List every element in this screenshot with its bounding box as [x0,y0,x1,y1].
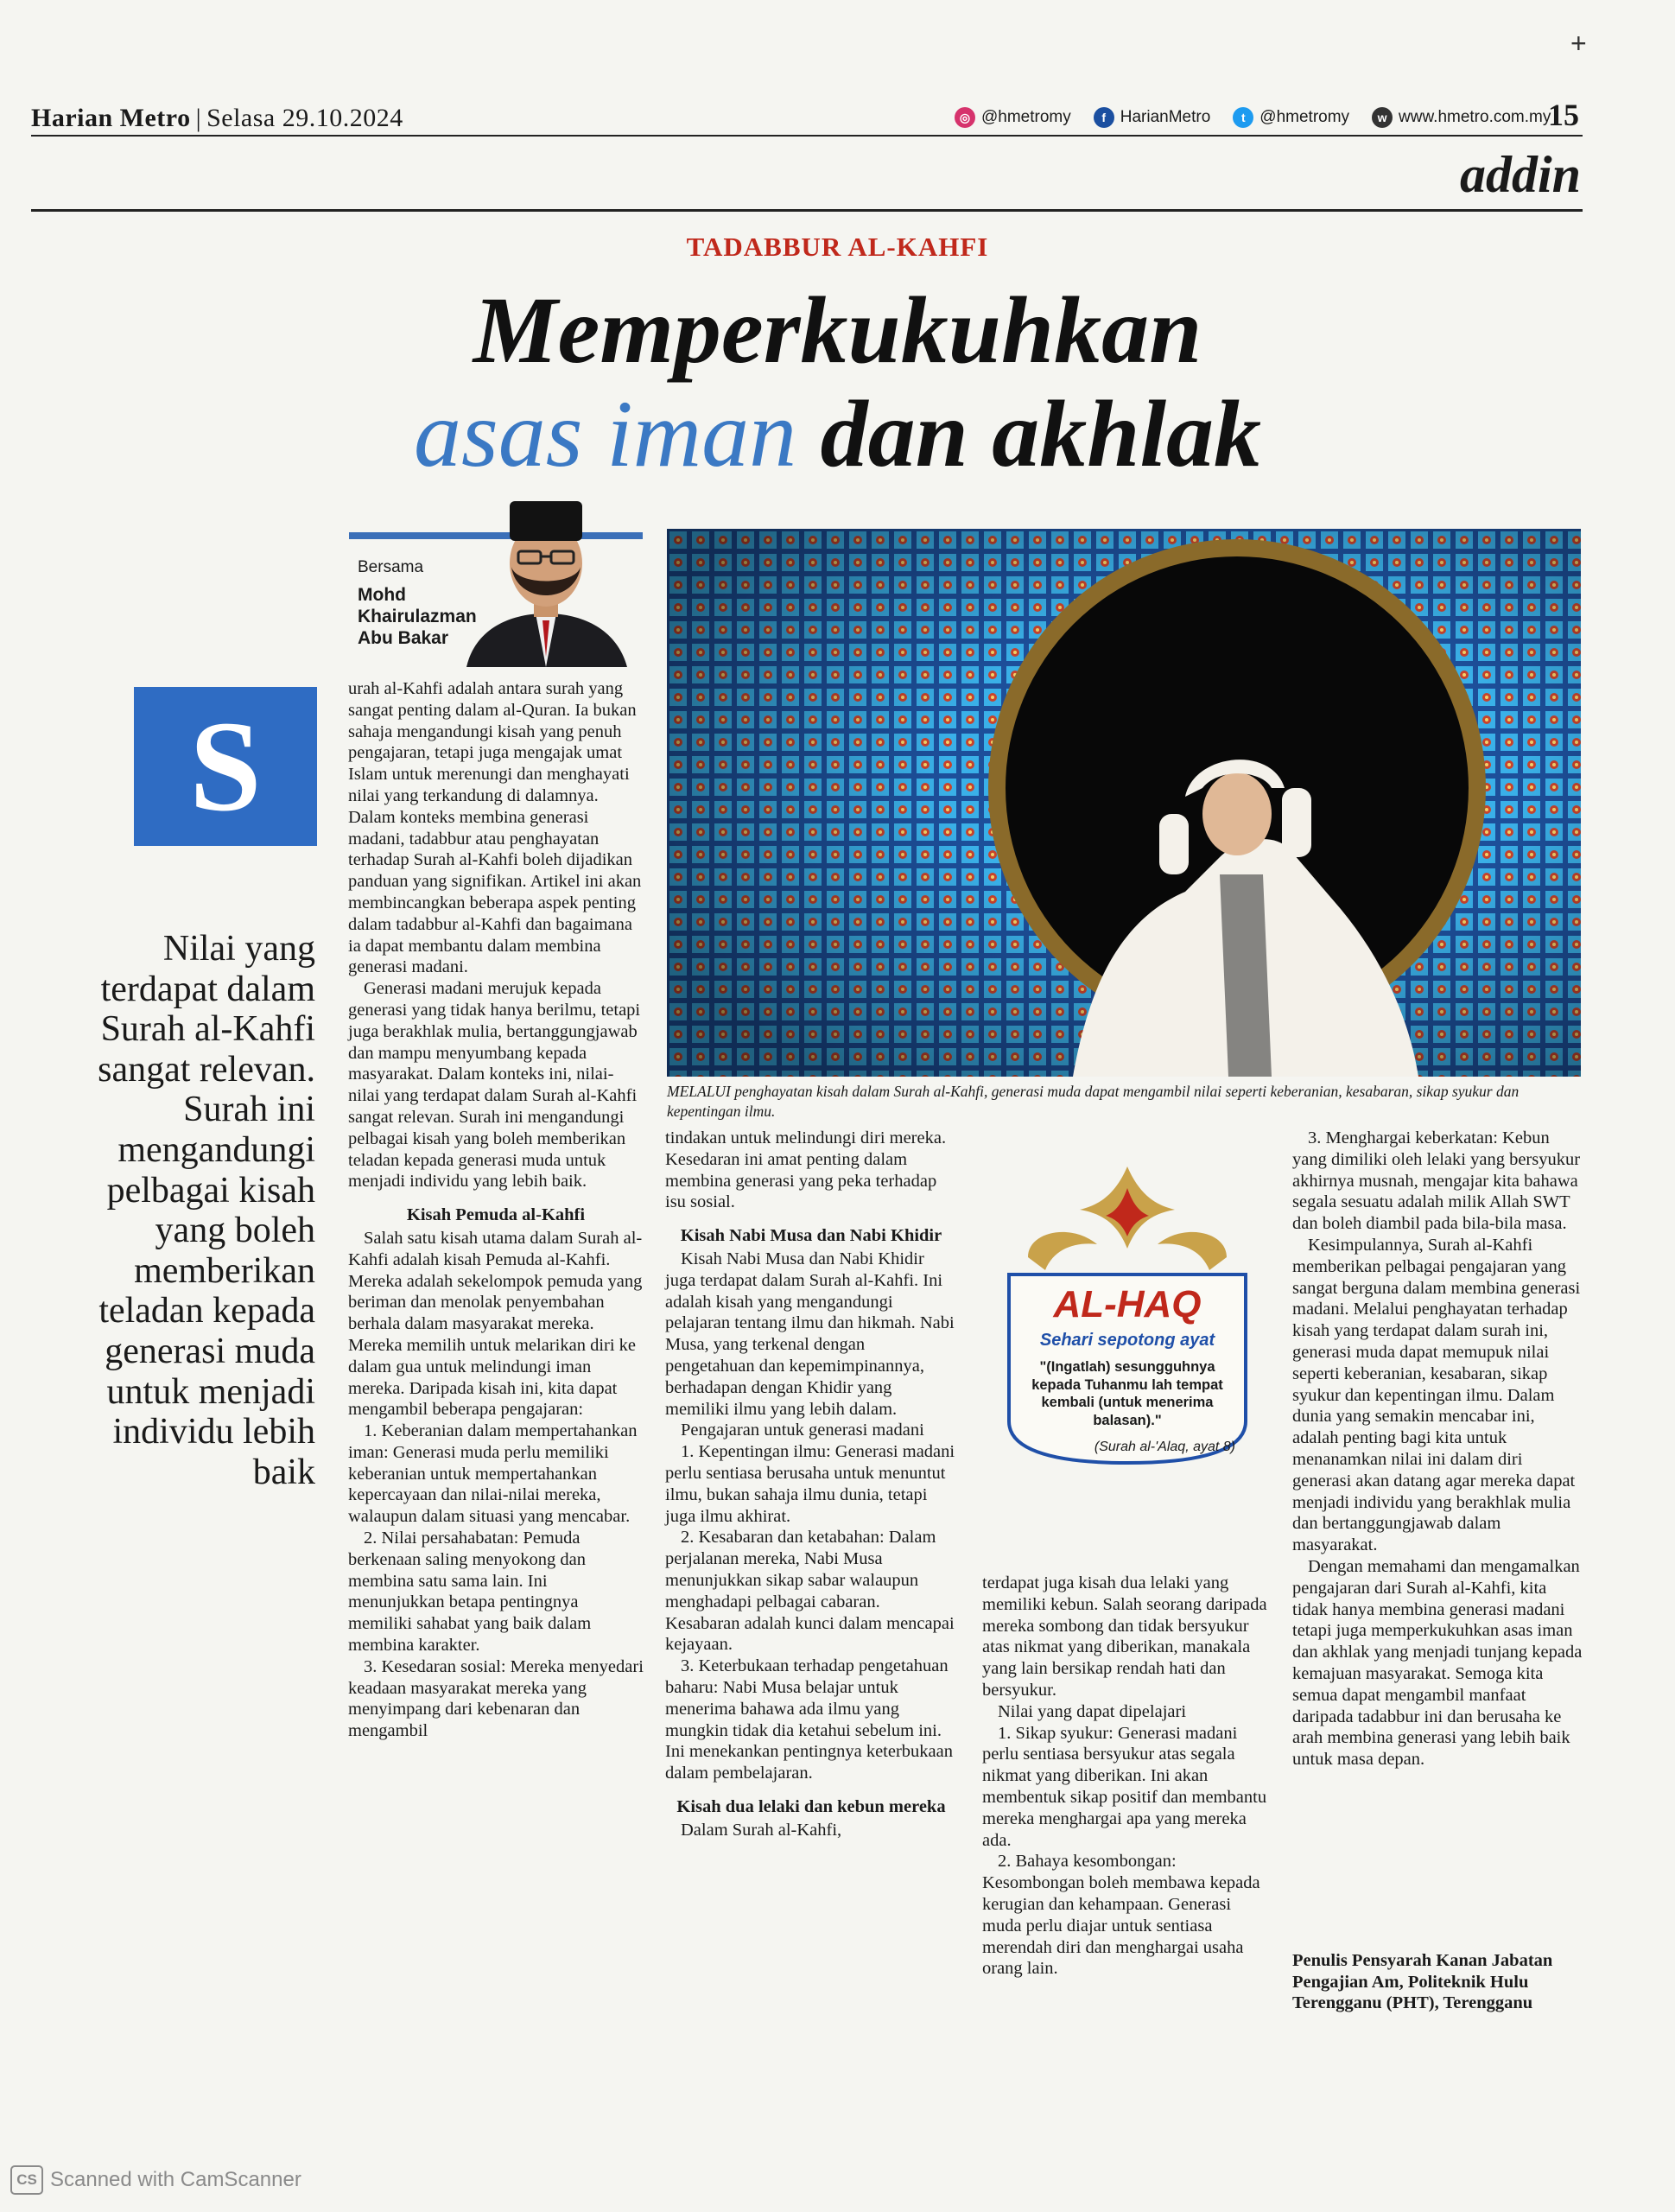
social-twitter[interactable] [1233,107,1349,128]
masthead-separator: | [195,104,202,132]
body-paragraph: 2. Bahaya kesombongan: Kesombongan boleh membawa kepada kerugian dan kehampaan. Generasi muda perlu diajar untuk sentiasa merendah diri dan menghargai usaha orang lain. [982,1852,1260,1979]
body-paragraph: 1. Kepentingan ilmu: Generasi madani perlu sentiasa berusaha untuk menuntut ilmu, bukan sahaja ilmu dunia, tetapi juga ilmu akhirat. [665,1442,955,1526]
body-paragraph: Dengan memahami dan mengamalkan pengajaran dari Surah al-Kahfi, kita tidak hanya membina generasi madani tetapi juga memperkukuhkan asas iman dan akhlak yang menjadi tunjang kepada kemajuan masyarakat. Semoga kita semua dapat mengambil manfaat daripada tadabbur ini dan berusaha ke arah membina generasi yang lebih baik untuk masa depan. [1292,1556,1583,1770]
social-web[interactable] [1372,107,1551,128]
headline-dark-part: dan akhlak [820,381,1262,486]
paper-name: Harian Metro [31,104,191,132]
body-paragraph: Nilai yang dapat dipelajari [998,1701,1187,1721]
body-paragraph: 1. Sikap syukur: Generasi madani perlu sentiasa bersyukur atas segala nikmat yang diberikan. Ini akan membentuk sikap positif dan membantu mereka menghargai apa yang mereka ada. [982,1723,1267,1850]
social-facebook[interactable] [1094,107,1211,128]
body-paragraph: 3. Kesedaran sosial: Mereka menyedari keadaan masyarakat mereka yang menyimpang dari kebenaran dan mengambil [348,1656,644,1741]
body-paragraph: 1. Keberanian dalam mempertahankan iman: Generasi muda perlu memiliki keberanian untuk mempertahankan kepercayaan dan nilai-nilai mereka, walaupun dalam situasi yang mencabar. [348,1421,638,1527]
scanner-watermark [10,2165,301,2195]
author-name-line: Mohd [358,585,406,605]
body-paragraph: 2. Kesabaran dan ketabahan: Dalam perjalanan mereka, Nabi Musa menunjukkan sikap sabar walaupun menghadapi pelbagai cabaran. Kesabaran adalah kunci dalam mencapai kejayaan. [665,1528,955,1655]
author-name-line: Abu Bakar [358,628,449,649]
body-paragraph: Dalam Surah al-Kahfi, [681,1820,842,1840]
al-haq-title: AL-HAQ [1053,1283,1202,1325]
body-paragraph: 3. Keterbukaan terhadap pengetahuan baharu: Nabi Musa belajar untuk menerima bahawa ada ilmu yang mungkin tidak dia ketahui sebelum ini. Ini menekankan pentingnya keterbukaan dalam pembelajaran. [665,1656,953,1783]
social-label: @hmetromy [981,108,1071,126]
social-label: @hmetromy [1259,108,1350,126]
body-paragraph: tindakan untuk melindungi diri mereka. Kesedaran ini amat penting dalam membina generasi yang peka terhadap isu sosial. [665,1128,947,1212]
article-photo [667,529,1581,1077]
subheading: Kisah Nabi Musa dan Nabi Khidir [680,1226,942,1246]
social-links [955,107,1551,128]
social-instagram[interactable] [955,107,1071,128]
body-paragraph: urah al-Kahfi adalah antara surah yang sangat penting dalam al-Quran. Ia bukan sahaja mengandungi kisah yang penuh pengajaran, tetapi juga mengajak umat Islam untuk merenungi dan menghayati nilai yang terkandung di dalamnya. Dalam konteks membina generasi madani, tadabbur atau penghayatan terhadap Surah al-Kahfi boleh dijadikan panduan yang signifikan. Artikel ini akan membincangkan beberapa aspek penting dalam tadabbur al-Kahfi dan bagaimana ia dapat membantu dalam membina generasi madani. [348,679,642,977]
headline-line-1: Memperkukuhkan [473,277,1202,383]
section-name: addin [1459,146,1581,203]
body-paragraph: terdapat juga kisah dua lelaki yang memiliki kebun. Salah seorang daripada mereka sombong dan tidak bersyukur atas nikmat yang diberikan, manakala yang lain bersikap rendah hati dan bersyukur. [982,1573,1267,1700]
facebook-icon: f [1094,107,1114,128]
article-kicker: TADABBUR AL-KAHFI [686,232,989,262]
scanner-text: Scanned with CamScanner [50,2168,301,2191]
page-number: 15 [1548,98,1579,132]
camscanner-logo-icon: CS [10,2165,43,2195]
headline-blue-part: asas iman [413,381,797,486]
instagram-icon: ◎ [955,107,975,128]
article-column-3 [982,1573,1274,1980]
body-paragraph: Pengajaran untuk generasi madani [681,1421,924,1440]
body-paragraph: 2. Nilai persahabatan: Pemuda berkenaan saling menyokong dan membina satu sama lain. Ini menunjukkan betapa pentingnya memiliki sahabat yang baik dalam membina karakter. [348,1529,592,1656]
body-paragraph: Generasi madani merujuk kepada generasi yang tidak hanya berilmu, tetapi juga berakhlak mulia, bertanggungjawab dan mampu menyumbang kepada masyarakat. Dalam konteks ini, nilai-nilai yang terdapat dalam Surah al-Kahfi sangat relevan. Surah ini mengandungi pelbagai kisah yang boleh memberikan teladan kepada generasi muda untuk menjadi individu yang lebih baik. [348,979,641,1192]
subheading: Kisah dua lelaki dan kebun mereka [676,1796,946,1816]
al-haq-quote: "(Ingatlah) sesungguhnya kepada Tuhanmu lah tempat kembali (untuk menerima balasan)." [1031,1359,1223,1428]
al-haq-subtitle: Sehari sepotong ayat [1039,1331,1215,1350]
writer-credit: Penulis Pensyarah Kanan Jabatan Pengajian Am, Politeknik Hulu Terengganu (PHT), Terengganu [1292,1951,1553,2013]
article-column-2 [665,1128,957,1841]
header-rule [31,135,1583,137]
web-icon: w [1372,107,1393,128]
body-paragraph: Salah satu kisah utama dalam Surah al-Kahfi adalah kisah Pemuda al-Kahfi. Mereka adalah sekelompok pemuda yang beriman dan menolak penyembahan berhala dalam masyarakat mereka. Mereka memilih untuk melarikan diri ke dalam gua untuk melindungi iman mereka. Daripada kisah ini, kita dapat mengambil beberapa pengajaran: [348,1228,643,1420]
drop-cap: S [134,687,317,846]
registration-mark: + [1570,28,1587,59]
article-column-4 [1292,1128,1584,1770]
subheading: Kisah Pemuda al-Kahfi [406,1205,586,1225]
issue-date: Selasa 29.10.2024 [206,104,403,132]
body-paragraph: Kisah Nabi Musa dan Nabi Khidir juga terdapat dalam Surah al-Kahfi. Ini adalah kisah yang mengandungi pelajaran tentang ilmu dan hikmah. Nabi Musa, yang terkenal dengan pengetahuan dan kepemimpinannya, berhadapan dengan Khidir yang memiliki ilmu yang lebih dalam. [665,1249,955,1419]
social-label: www.hmetro.com.my [1399,108,1551,126]
social-label: HarianMetro [1120,108,1211,126]
body-paragraph: Kesimpulannya, Surah al-Kahfi memberikan pelbagai pengajaran yang sangat berguna dalam membina generasi madani. Melalui penghayatan terhadap kisah yang terdapat dalam surah ini, generasi muda dapat memupuk nilai seperti keberanian, kesabaran, sikap syukur dan kepentingan ilmu. Dalam dunia yang semakin mencabar ini, adalah penting bagi kita untuk menanamkan nilai ini dalam diri generasi akan datang agar mereka dapat menjadi individu yang berakhlak mulia dan bertanggungjawab dalam masyarakat. [1292,1235,1581,1555]
byline-prefix: Bersama [358,558,424,576]
author-name-line: Khairulazman [358,607,477,627]
section-rule [31,209,1583,212]
headline-line-2 [0,381,1675,486]
al-haq-reference: (Surah al-'Alaq, ayat 8) [1094,1440,1235,1454]
twitter-icon: t [1233,107,1253,128]
author-portrait [449,484,643,667]
body-paragraph: 3. Menghargai keberkatan: Kebun yang dimiliki oleh lelaki yang bersyukur akhirnya musnah, mengajar kita bahawa segala sesuatu adalah milik Allah SWT dan boleh diambil pada bila-bila masa. [1292,1128,1581,1234]
pull-quote: Nilai yang terdapat dalam Surah al-Kahfi sangat relevan. Surah ini mengandungi pelbagai kisah yang boleh memberikan teladan kepada generasi muda untuk menjadi individu lebih baik [98,929,315,1492]
photo-caption: MELALUI penghayatan kisah dalam Surah al-Kahfi, generasi muda dapat mengambil nilai seperti keberanian, kesabaran, sikap syukur dan kepentingan ilmu. [667,1083,1520,1120]
masthead [31,104,403,133]
article-column-1 [348,678,644,1742]
